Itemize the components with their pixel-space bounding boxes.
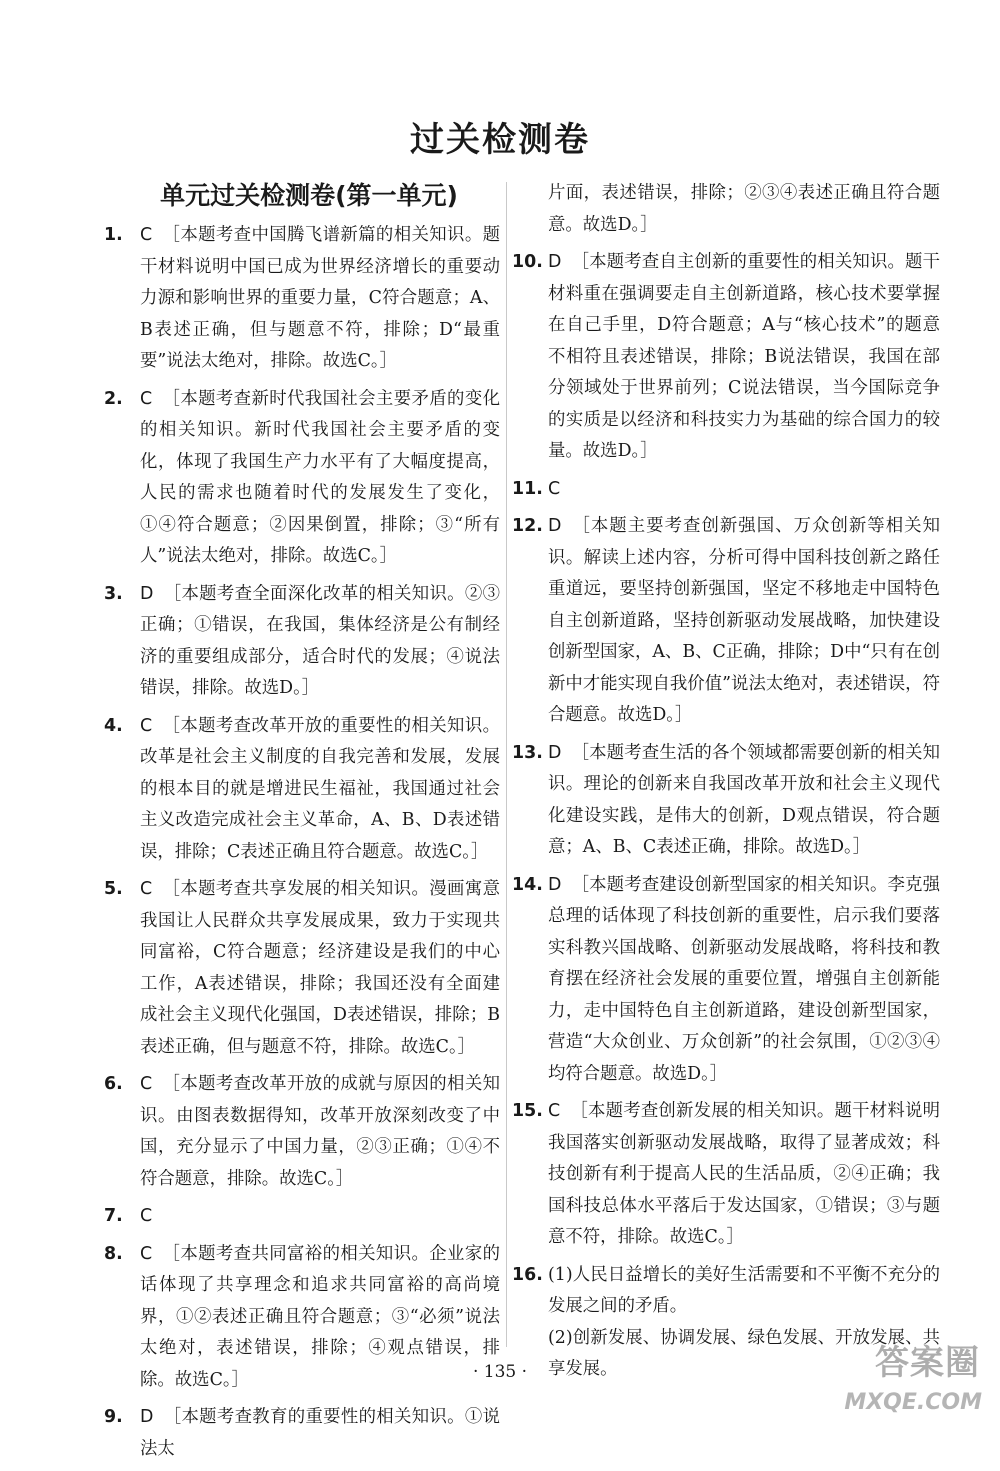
answer-explanation: ［本题考查创新发展的相关知识。题干材料说明我国落实创新驱动发展战略，取得了显著成效；科技创新有利于提高人民的生活品质，②④正确；我国科技总体水平落后于发达国家，①错误；③与题意不符，排除。故选C。］ — [548, 1101, 940, 1247]
answer-explanation: ［本题考查改革开放的成就与原因的相关知识。由图表数据得知，改革开放深刻改变了中国，充分显示了中国力量，②③正确；①④不符合题意，排除。故选C。］ — [140, 1074, 500, 1189]
answer-choice: C — [548, 1101, 561, 1121]
answer-choice: D — [548, 252, 562, 272]
answer-choice: C — [140, 1206, 153, 1226]
page-title: 过关检测卷 — [410, 120, 590, 160]
right-answer-list — [512, 247, 940, 1254]
answer-choice: D — [140, 1407, 154, 1427]
answer-number: 3. — [104, 583, 123, 604]
answer-part-2: (2)创新发展、协调发展、绿色发展、开放发展、共享发展。 — [548, 1327, 940, 1379]
answer-item — [512, 474, 940, 506]
answer-number: 2. — [104, 388, 123, 409]
answer-item — [104, 1201, 500, 1233]
answer-explanation: ［本题考查教育的重要性的相关知识。①说法太 — [140, 1407, 500, 1459]
answer-explanation: ［本题考查共同富裕的相关知识。企业家的话体现了共享理念和追求共同富裕的高尚境界，①②表述正确且符合题意；③“必须”说法太绝对，表述错误，排除；④观点错误，排除。故选C。］ — [140, 1243, 500, 1390]
answer-number: 16. — [512, 1264, 543, 1285]
answer-number: 4. — [104, 715, 123, 736]
answer-item — [512, 1096, 940, 1254]
answer-choice: C — [548, 478, 561, 499]
answer-item — [104, 874, 500, 1063]
answer-item — [104, 220, 500, 378]
answer-item — [104, 384, 500, 573]
answer-number: 5. — [104, 879, 123, 899]
answer-number: 10. — [512, 252, 543, 272]
answer-number: 6. — [104, 1074, 123, 1094]
column-divider — [506, 182, 507, 1347]
watermark-logo-text: 答案圈 — [875, 1343, 980, 1383]
answer-explanation: ［本题考查改革开放的重要性的相关知识。改革是社会主义制度的自我完善和发展，发展的根本目的就是增进民生福祉，我国通过社会主义改造完成社会主义革命，A、B、D表述错误，排除；C表述正确且符合题意。故选C。］ — [140, 715, 500, 862]
answer-choice: C — [140, 879, 153, 899]
answer-choice: C — [140, 715, 153, 736]
answer-part-1: (1)人民日益增长的美好生活需要和不平衡不充分的发展之间的矛盾。 — [548, 1264, 940, 1316]
answer-choice: D — [140, 583, 154, 604]
answer-item — [104, 1402, 500, 1465]
answer-choice: D — [548, 742, 562, 763]
watermark-url: MXQE.COM — [844, 1390, 982, 1415]
answer-item — [104, 711, 500, 869]
left-answer-list — [104, 220, 500, 1465]
right-column — [512, 178, 940, 1392]
answer-number: 11. — [512, 478, 543, 499]
answer-choice: C — [140, 1074, 153, 1094]
answer-number: 14. — [512, 874, 543, 895]
answer-choice: D — [548, 516, 562, 536]
answer-number: 7. — [104, 1206, 123, 1226]
answer-number: 9. — [104, 1407, 123, 1427]
answer-item — [104, 1069, 500, 1195]
watermark-logo — [846, 1335, 986, 1417]
answer-choice: C — [140, 388, 153, 409]
answer-item — [104, 579, 500, 705]
answer-explanation: ［本题主要考查创新强国、万众创新等相关知识。解读上述内容，分析可得中国科技创新之路任重道远，要坚持创新强国，坚定不移地走中国特色自主创新道路，坚持创新驱动发展战略，加快建设创新型国家，A、B、C正确，排除；D中“只有在创新中才能实现自我价值”说法太绝对，表述错误，符合题意。故选D。］ — [548, 516, 940, 725]
answer-number: 13. — [512, 742, 543, 763]
answer-number: 15. — [512, 1101, 543, 1121]
answer-number: 12. — [512, 516, 543, 536]
answer-explanation: ［本题考查自主创新的重要性的相关知识。题干材料重在强调要走自主创新道路，核心技术要掌握在自己手里，D符合题意；A与“核心技术”的题意不相符且表述错误，排除；B说法错误，我国在部分领域处于世界前列；C说法错误，当今国际竞争的实质是以经济和科技实力为基础的综合国力的较量。故选D。］ — [548, 252, 940, 461]
answer-explanation: ［本题考查建设创新型国家的相关知识。李克强总理的话体现了科技创新的重要性，启示我们要落实科教兴国战略、创新驱动发展战略，将科技和教育摆在经济社会发展的重要位置，增强自主创新能力，走中国特色自主创新道路，建设创新型国家，营造“大众创业、万众创新”的社会氛围，①②③④均符合题意。故选D。］ — [548, 874, 940, 1084]
answer-choice: C — [140, 225, 153, 245]
answer-number: 1. — [104, 225, 123, 245]
answer-choice: C — [140, 1243, 153, 1264]
section-title: 单元过关检测卷(第一单元) — [160, 181, 458, 210]
answer-explanation: ［本题考查全面深化改革的相关知识。②③正确；①错误，在我国，集体经济是公有制经济的重要组成部分，适合时代的发展；④说法错误，排除。故选D。］ — [140, 583, 500, 698]
answer-explanation: ［本题考查生活的各个领域都需要创新的相关知识。理论的创新来自我国改革开放和社会主义现代化建设实践，是伟大的创新，D观点错误，符合题意；A、B、C表述正确，排除。故选D。］ — [548, 742, 940, 857]
answer-item — [512, 247, 940, 468]
answer-explanation: ［本题考查共享发展的相关知识。漫画寓意我国让人民群众共享发展成果，致力于实现共同富裕，C符合题意；经济建设是我们的中心工作，A表述错误，排除；我国还没有全面建成社会主义现代化强国，D表述错误，排除；B表述正确，但与题意不符，排除。故选C。］ — [140, 879, 500, 1057]
answer-explanation: ［本题考查新时代我国社会主要矛盾的变化的相关知识。新时代我国社会主要矛盾的变化，体现了我国生产力水平有了大幅度提高，人民的需求也随着时代的发展发生了变化，①④符合题意；②因果倒置，排除；③“所有人”说法太绝对，排除。故选C。］ — [140, 388, 500, 566]
answer-explanation: ［本题考查中国腾飞谱新篇的相关知识。题干材料说明中国已成为世界经济增长的重要动力源和影响世界的重要力量，C符合题意；A、B表述正确，但与题意不符，排除；D“最重要”说法太绝对，排除。故选C。］ — [140, 225, 500, 371]
answer-choice: D — [548, 874, 562, 895]
answer-number: 8. — [104, 1243, 123, 1264]
continued-answer-text: 片面，表述错误，排除；②③④表述正确且符合题意。故选D。］ — [548, 183, 940, 235]
answer-item — [512, 738, 940, 864]
page-number: · 135 · — [472, 1362, 528, 1382]
answer-item — [512, 870, 940, 1091]
left-column — [104, 178, 500, 1471]
answer-item — [512, 511, 940, 732]
